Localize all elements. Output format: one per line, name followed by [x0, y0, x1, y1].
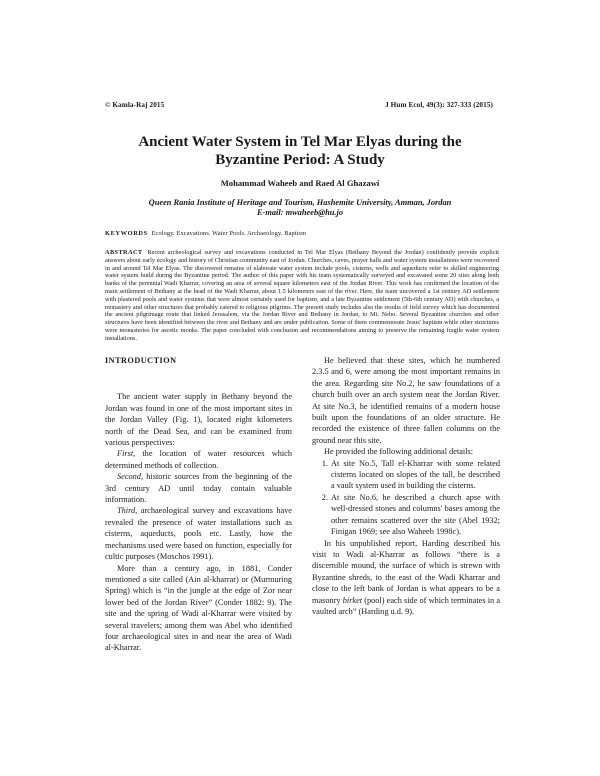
abstract-text: Recent archeological survey and excavations conducted in Tel Mar Elyas (Bethany Beyond the Jordan) confidently provide explicit answers about early ecology and history of Christian community east of Jordan. Churches, caves, prayer halls and water system installations were recovered in and around Tel Mar Elyas. The discovered remains of elaborate water system include pools, cisterns, wells and aqueducts refer to skilled engineering water system build during the Byzantine period. The author of this paper with his team systematically surveyed and excavated some 20 sites along both banks of the perennial Wadi Kharrar, covering an area of several square kilometers east of the Jordan River. This work has confirmed the location of the main settlement of Bethany at the head of the Wadi Kharrar, about 1.5 kilometers east of the river. Here, the team uncovered a 1st century AD settlement with plastered pools and water systems that were almost certainly used for baptism, and a late Byzantine settlement (5th-6th century AD) with churches, a monastery and other structures that probably catered to religious pilgrims. The present study includes also the results of field survey which has documented the ancient pilgrimage route that linked Jerusalem, via the Jordan River and Bethany in Jordan, to Mt. Nebo. Several Byzantine churches and other structures have been identified between the river and Bethany and are under publication. Some of them commemorate Jesus' baptism while other structures were monasteries for ascetic monks. The paper concluded with conclusion and recommendations aiming to preserve the remaining fragile water system installations.	[105, 249, 500, 342]
list-item-number: 2.	[321, 492, 328, 502]
paragraph-harding-text-b: (pool) each side of which terminates in a vaulted arch” (Harding u.d. 9).	[312, 595, 501, 616]
paragraph-second-text: historic sources from the beginning of the 3rd century AD until today contain valuable information.	[105, 472, 292, 505]
paragraph-harding	[312, 538, 500, 618]
paragraph-third	[105, 505, 292, 562]
paragraph-third-text: archaeological survey and excavations have revealed the presence of water installations such as cisterns, aqueducts, pools etc. Lastly, how the mechanisms used were based on function, especially for cultic purposes (Moschos 1991).	[105, 506, 292, 562]
paragraph-first	[105, 448, 292, 471]
paragraph-second-lead: Second,	[117, 472, 144, 482]
abstract	[105, 249, 499, 343]
author-affiliation	[110, 198, 490, 219]
right-column	[312, 355, 500, 617]
list-item-text: At site No.5, Tall el-Kharrar with some related cisterns located on slopes of the tall, he described a vault system used in building the cisterns.	[331, 458, 500, 491]
paragraph-harding-term: birket	[342, 595, 363, 605]
journal-citation-header: J Hum Ecol, 49(3): 327-333 (2015)	[385, 101, 493, 109]
paragraph-abel-sites: He believed that these sites, which he numbered 2.3.5 and 6, were among the most important remains in the area. Regarding site No.2, he saw foundations of a church built over an arch system near the Jordan River. At site No.3, he identified remains of a modern house built upon the foundations of an older structure. He recorded the existence of three fallen columns on the ground near this site.	[312, 356, 500, 445]
paragraph-harding-text-a: In his unpublished report, Harding described his visit to Wadi al-Kharrar as follows “there is a discernible mound, the surface of which is strewn with Byzantine shreds, to the east of the Wadi Kharrar and close to the left bank of Jordan is what appears to be a masonry	[312, 538, 500, 605]
paragraph-first-text: the location of water resources which determined methods of collection.	[105, 449, 292, 470]
keywords-label: KEYWORDS	[105, 230, 148, 237]
article-authors: Mohammad Waheeb and Raed Al Ghazawi	[220, 178, 380, 188]
paragraph-second	[105, 471, 292, 505]
list-item	[312, 492, 500, 538]
paragraph-conder: More than a century ago, in 1881, Conder mentioned a site called (Ain al-kharrar) or (Murmuring Spring) which is “in the jungle at the edge of Zor near lower bed of the Jordan River” (Conder 1882: 9). The site and the spring of Wadi al-Kharrar were visited by several travelers; among them was Abel who identified four archaeological sites in and near the area of Wadi al-Kharrar.	[105, 563, 292, 653]
section-heading-introduction: INTRODUCTION	[105, 356, 177, 365]
paragraph-third-lead: Third,	[117, 506, 138, 516]
paragraph-first-lead: First,	[117, 449, 136, 459]
keywords-line	[105, 230, 500, 237]
list-item-text: At site No.6, he described a church apse with well-dressed stones and columns' bases among the other remains scattered over the site (Abel 1932; Finigan 1969; see also Waheeb 1998c).	[331, 492, 500, 537]
paragraph-intro: The ancient water supply in Bethany beyond the Jordan was found in one of the most important sites in the Jordan Valley (Fig. 1), located eight kilometers north of the Dead Sea, and can be examined from various perspectives:	[105, 392, 292, 448]
affiliation-institution: Queen Rania Institute of Heritage and Tourism, Hashemite University, Amman, Jordan	[148, 198, 452, 207]
abstract-label: ABSTRACT	[105, 249, 143, 256]
list-item	[312, 458, 500, 492]
copyright-header: © Kamla-Raj 2015	[105, 101, 165, 109]
affiliation-email: E-mail: mwaheeb@hu.jo	[256, 208, 344, 218]
paragraph-details-intro: He provided the following additional details:	[324, 447, 474, 457]
list-item-number: 1.	[321, 458, 328, 468]
keywords-text: Ecology. Excavations. Water Pools. Archaeology. Baptism	[151, 230, 307, 237]
article-title: Ancient Water System in Tel Mar Elyas during the Byzantine Period: A Study	[138, 134, 462, 168]
left-column	[105, 355, 292, 654]
details-list	[312, 458, 500, 538]
